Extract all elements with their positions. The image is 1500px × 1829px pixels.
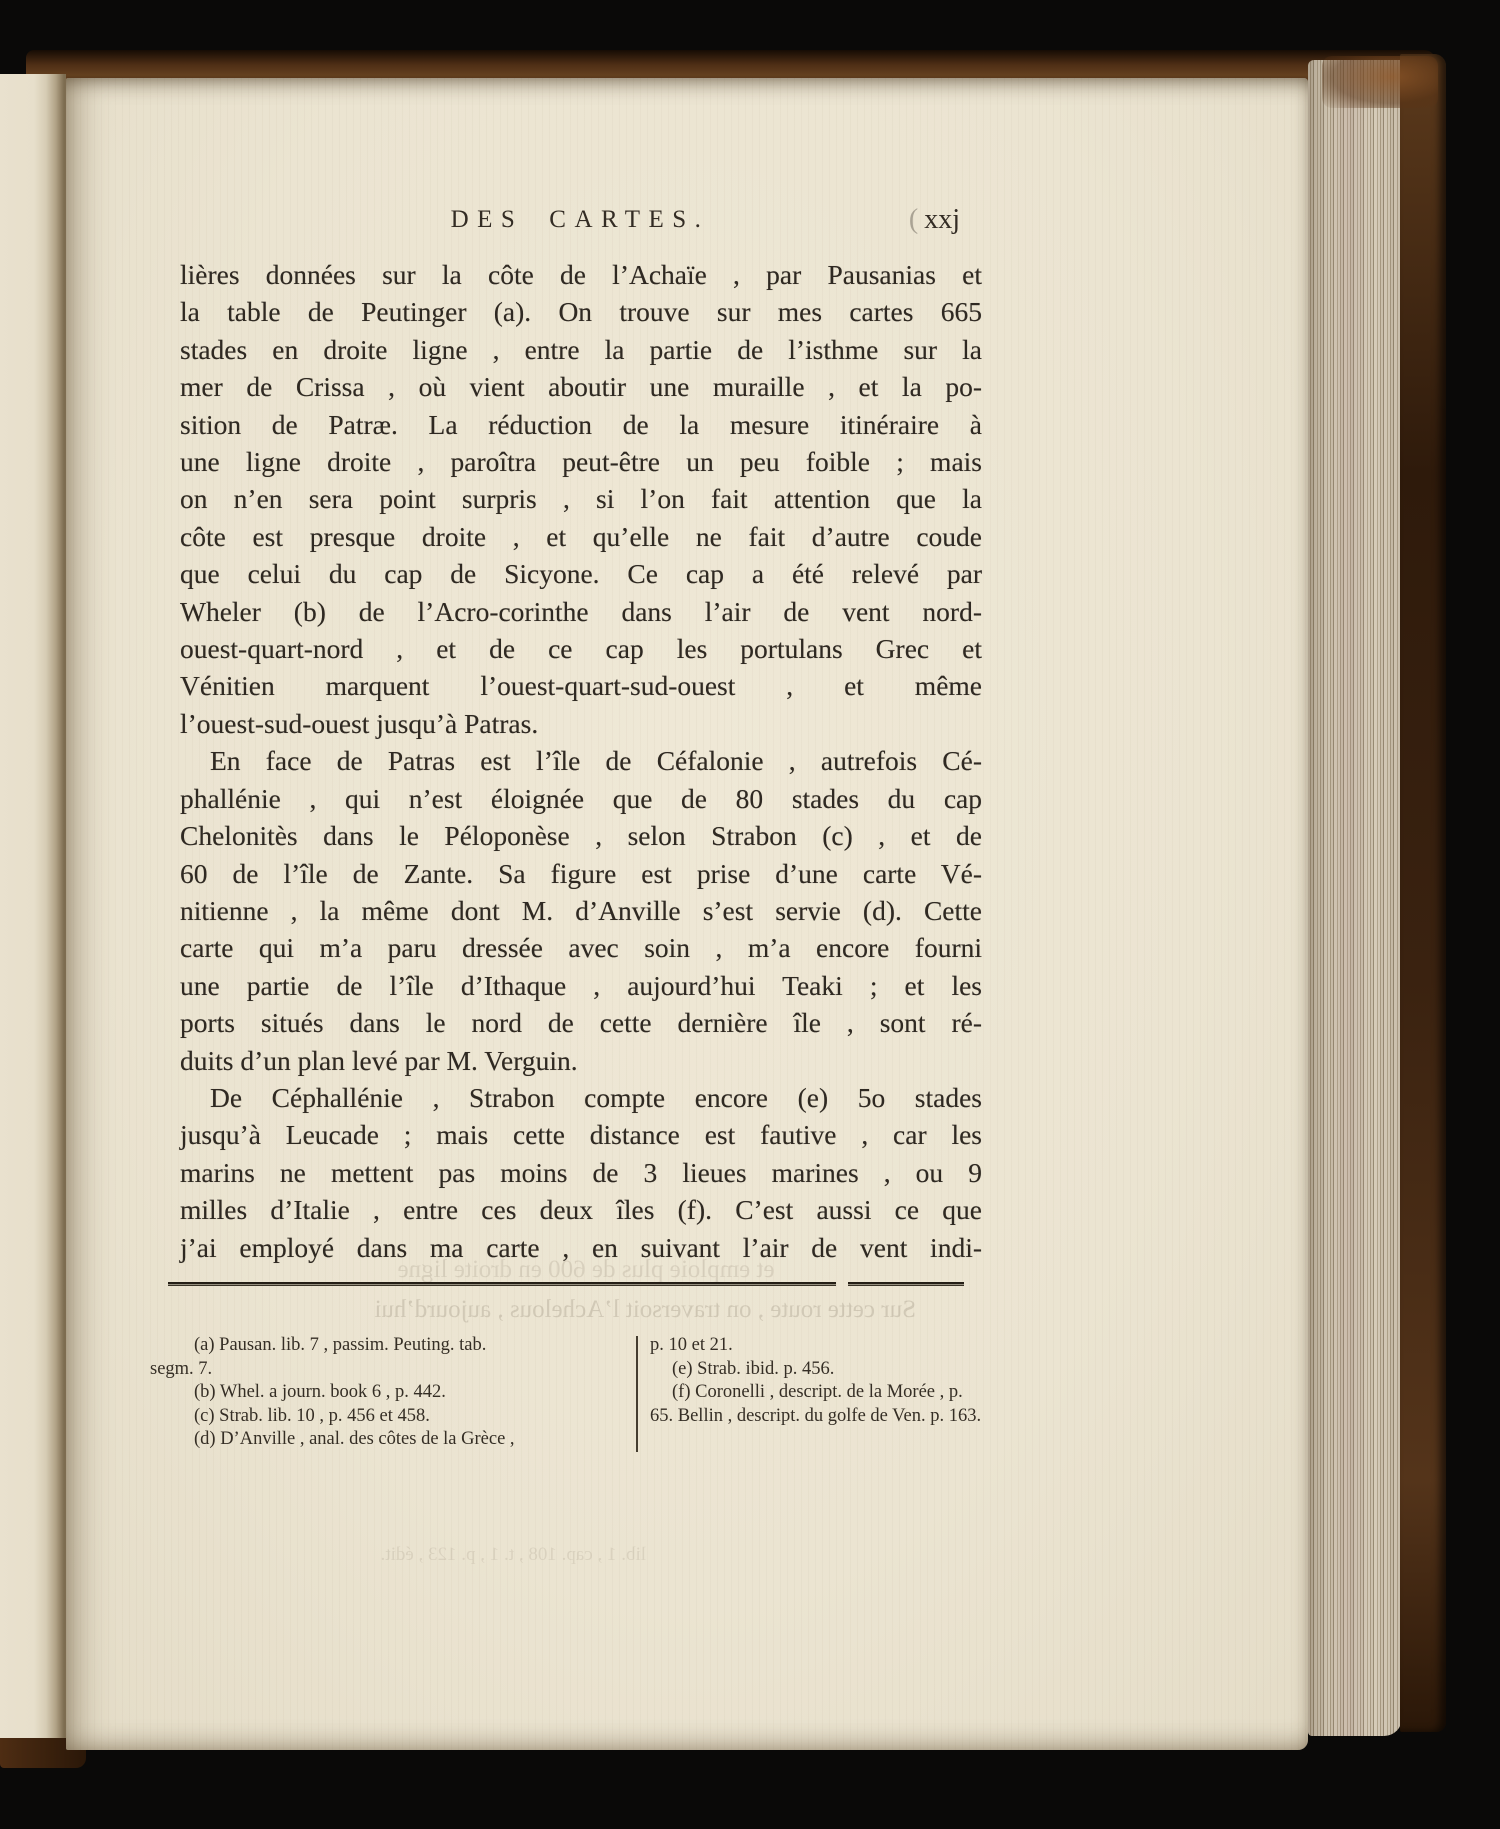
footnote-column-right <box>650 1334 1032 1428</box>
body-text-line: on n’en sera point surpris , si l’on fait attention que la <box>180 483 982 515</box>
body-text-line: ports situés dans le nord de cette dernière île , sont ré- <box>180 1007 982 1039</box>
body-text-line: sition de Patræ. La réduction de la mesure itinéraire à <box>180 408 982 440</box>
body-text-line: une partie de l’île d’Ithaque , aujourd’hui Teaki ; et les <box>180 969 982 1001</box>
body-text-line: ouest-quart-nord , et de ce cap les portulans Grec et <box>180 633 982 665</box>
body-text-line: Vénitien marquent l’ouest-quart-sud-ouest , et même <box>180 670 982 702</box>
rule-segment-short <box>848 1282 964 1286</box>
book-page <box>66 78 1308 1750</box>
body-text-line: la table de Peutinger (a). On trouve sur mes cartes 665 <box>180 296 982 328</box>
right-fore-edge-page-stack <box>1308 60 1402 1736</box>
footnote-line: (a) Pausan. lib. 7 , passim. Peuting. tab. <box>194 1335 487 1355</box>
body-text-line: phallénie , qui n’est éloignée que de 80 stades du cap <box>180 782 982 814</box>
bleed-through-text: et emploie plus de 600 en droite ligne <box>397 1256 775 1283</box>
body-text-line: une ligne droite , paroîtra peut-être un peu foible ; mais <box>180 446 982 478</box>
body-text-line: j’ai employé dans ma carte , en suivant l’air de vent indi- <box>180 1231 982 1263</box>
footnote-line: (e) Strab. ibid. p. 456. <box>672 1358 835 1379</box>
body-text-line: lières données sur la côte de l’Achaïe , par Pausanias et <box>180 259 982 290</box>
footnotes-section <box>150 1334 1030 1464</box>
body-text-line: l’ouest-sud-ouest jusqu’à Patras. <box>180 707 539 739</box>
right-cover-leather <box>1400 54 1446 1732</box>
body-text-line: nitienne , la même dont M. d’Anville s’est servie (d). Cette <box>180 894 982 926</box>
body-text-line: que celui du cap de Sicyone. Ce cap a été relevé par <box>180 558 982 590</box>
running-title: DES CARTES. <box>450 206 710 233</box>
page-header <box>180 202 980 246</box>
body-text-line: mer de Crissa , où vient aboutir une muraille , et la po- <box>180 371 982 403</box>
rule-segment-long <box>168 1282 836 1286</box>
bleed-through-text: Sur cette route , on traversoit l’Achelous , aujourd’hui <box>374 1296 916 1323</box>
body-text-line: En face de Patras est l’île de Céfalonie , autrefois Cé- <box>210 745 982 777</box>
footnote-column-divider <box>636 1336 638 1452</box>
left-gutter-page-edge <box>0 74 66 1760</box>
page-number <box>909 204 960 236</box>
footnote-line: (c) Strab. lib. 10 , p. 456 et 458. <box>194 1405 430 1426</box>
body-text-line: côte est presque droite , et qu’elle ne fait d’autre coude <box>180 520 982 552</box>
top-right-cover-corner <box>1322 56 1438 108</box>
footnote-line: (f) Coronelli , descript. de la Morée , p. <box>672 1382 963 1403</box>
body-text-line: Wheler (b) de l’Acro-corinthe dans l’air de vent nord- <box>180 595 982 627</box>
body-text-line: marins ne mettent pas moins de 3 lieues marines , ou 9 <box>180 1156 982 1188</box>
body-text <box>180 256 982 1266</box>
footnote-line: (b) Whel. a journ. book 6 , p. 442. <box>194 1382 446 1403</box>
body-text-line: milles d’Italie , entre ces deux îles (f). C’est aussi ce que <box>180 1194 982 1226</box>
body-text-line: carte qui m’a paru dressée avec soin , m’a encore fourni <box>180 932 982 964</box>
footnote-column-left <box>150 1334 572 1452</box>
body-text-line: jusqu’à Leucade ; mais cette distance est fautive , car les <box>180 1119 982 1151</box>
footnote-line: segm. 7. <box>150 1358 213 1379</box>
page-number-paren: ( <box>908 204 919 235</box>
body-text-line: Chelonitès dans le Péloponèse , selon Strabon (c) , et de <box>180 820 982 852</box>
bleed-through-text: lib. 1 , cap. 108 , t. 1 , p. 123 , édit. <box>380 1544 646 1565</box>
body-text-line: De Céphallénie , Strabon compte encore (e) 5o stades <box>210 1081 982 1113</box>
body-text-line: duits d’un plan levé par M. Verguin. <box>180 1044 578 1076</box>
footnote-line: 65. Bellin , descript. du golfe de Ven. p. 163. <box>650 1405 982 1426</box>
page-number-value: xxj <box>924 204 960 235</box>
footnote-line: p. 10 et 21. <box>650 1335 733 1355</box>
footnote-separator-rule <box>168 1282 964 1286</box>
footnote-line: (d) D’Anville , anal. des côtes de la Grèce , <box>194 1429 515 1450</box>
body-text-line: stades en droite ligne , entre la partie de l’isthme sur la <box>180 333 982 365</box>
body-text-line: 60 de l’île de Zante. Sa figure est prise d’une carte Vé- <box>180 857 982 889</box>
